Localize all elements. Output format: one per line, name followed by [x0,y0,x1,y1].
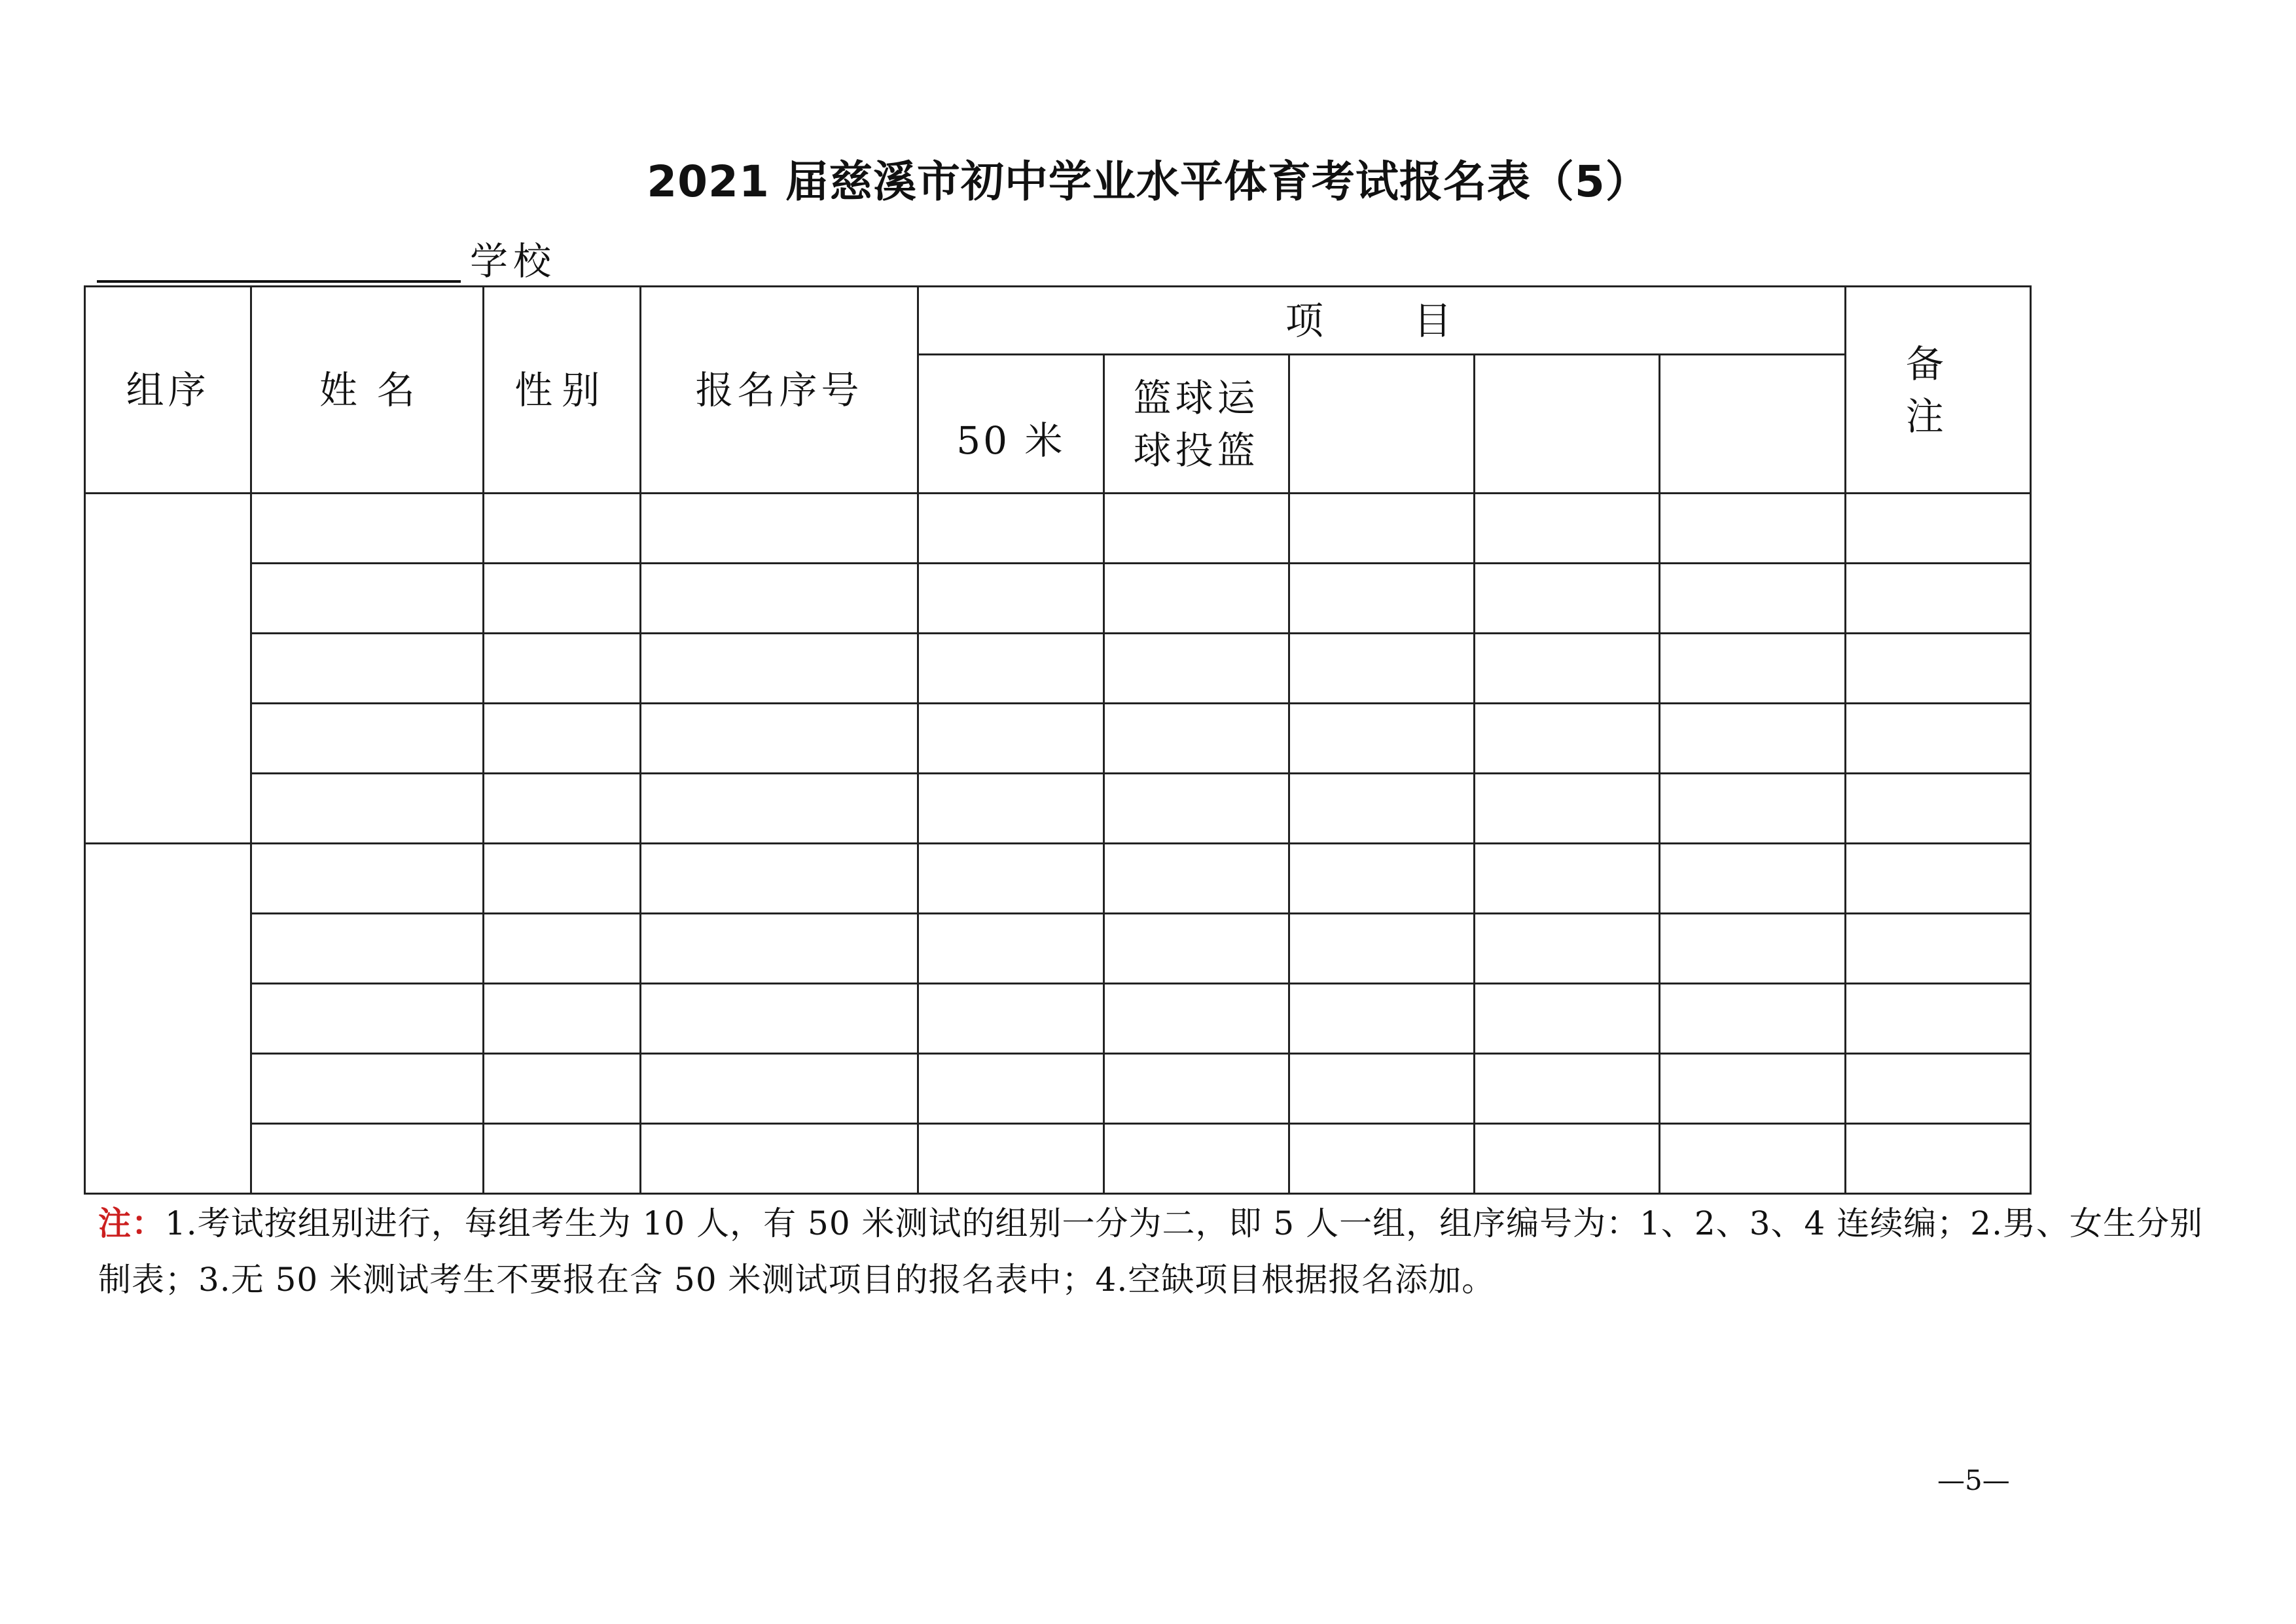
header-events-label: 项 目 [1285,298,1478,343]
gender-cell[interactable] [483,774,640,844]
header-event-2-line2: 球投篮 [1133,427,1259,473]
registration-number-cell[interactable] [640,844,918,914]
remarks-cell[interactable] [1845,634,2030,704]
header-group [85,287,251,494]
event-3-cell[interactable] [1289,1124,1474,1194]
event-5-cell[interactable] [1660,1124,1845,1194]
header-name [251,287,483,494]
header-event-2 [1103,355,1289,494]
event-2-cell[interactable] [1103,774,1289,844]
event-4-cell[interactable] [1475,704,1660,774]
event-1-cell[interactable] [918,564,1103,634]
event-2-cell[interactable] [1103,564,1289,634]
header-remarks-label: 备 注 [1905,341,2034,439]
event-5-cell[interactable] [1660,494,1845,564]
header-name-label: 姓名 [319,367,435,412]
remarks-cell[interactable] [1845,914,2030,984]
header-gender [483,287,640,494]
group-sequence-cell[interactable] [85,844,251,1194]
event-3-cell[interactable] [1289,984,1474,1054]
event-1-cell[interactable] [918,774,1103,844]
remarks-cell[interactable] [1845,704,2030,774]
event-4-cell[interactable] [1475,634,1660,704]
event-4-cell[interactable] [1475,494,1660,564]
event-3-cell[interactable] [1289,1054,1474,1124]
registration-number-cell[interactable] [640,564,918,634]
event-1-cell[interactable] [918,494,1103,564]
event-4-cell[interactable] [1475,1054,1660,1124]
event-2-cell[interactable] [1103,494,1289,564]
event-2-cell[interactable] [1103,914,1289,984]
table-row [85,1124,2031,1194]
event-3-cell[interactable] [1289,774,1474,844]
remarks-cell[interactable] [1845,494,2030,564]
header-gender-label: 性别 [514,367,609,412]
registration-number-cell[interactable] [640,914,918,984]
event-1-cell[interactable] [918,1054,1103,1124]
table-row [85,494,2031,564]
event-5-cell[interactable] [1660,564,1845,634]
name-cell[interactable] [251,494,483,564]
gender-cell[interactable] [483,1124,640,1194]
header-event-4 [1475,355,1660,494]
header-event-2-line1: 篮球运 [1133,375,1259,420]
event-2-cell[interactable] [1103,1124,1289,1194]
header-group-label: 组序 [126,367,210,412]
event-5-cell[interactable] [1660,984,1845,1054]
event-5-cell[interactable] [1660,774,1845,844]
name-cell[interactable] [251,634,483,704]
header-event-3 [1289,355,1474,494]
event-3-cell[interactable] [1289,634,1474,704]
name-cell[interactable] [251,704,483,774]
header-event-5 [1660,355,1845,494]
remarks-cell[interactable] [1845,564,2030,634]
event-2-cell[interactable] [1103,1054,1289,1124]
event-1-cell[interactable] [918,1124,1103,1194]
event-2-cell[interactable] [1103,844,1289,914]
group-sequence-cell[interactable] [85,494,251,844]
registration-number-cell[interactable] [640,1054,918,1124]
header-remarks [1845,287,2034,494]
event-5-cell[interactable] [1660,1054,1845,1124]
name-cell[interactable] [251,774,483,844]
gender-cell[interactable] [483,844,640,914]
notes-text: 1.考试按组别进行，每组考生为 10 人，有 50 米测试的组别一分为二，即 5 人一组，组序编号为：1、2、3、4 连续编；2.男、女生分别制表；3.无 50 米测试考生不要报在含 50 米测试项目的报名表中；4.空缺项目根据报名添加。 [98,1204,2203,1299]
registration-number-cell[interactable] [640,704,918,774]
school-line [97,230,556,283]
event-4-cell[interactable] [1475,1124,1660,1194]
event-5-cell[interactable] [1660,844,1845,914]
page-number: —5— [1937,1464,2010,1496]
name-cell[interactable] [251,984,483,1054]
event-1-cell[interactable] [918,844,1103,914]
document-title: 2021 届慈溪市初中学业水平体育考试报名表（5） [647,156,1649,207]
event-1-cell[interactable] [918,634,1103,704]
table-row [85,704,2031,774]
header-registration-number [640,287,918,494]
name-cell[interactable] [251,1054,483,1124]
event-3-cell[interactable] [1289,704,1474,774]
gender-cell[interactable] [483,494,640,564]
school-label: 学校 [470,239,557,283]
gender-cell[interactable] [483,704,640,774]
event-4-cell[interactable] [1475,914,1660,984]
event-5-cell[interactable] [1660,634,1845,704]
event-1-cell[interactable] [918,984,1103,1054]
table-row [85,984,2031,1054]
registration-number-cell[interactable] [640,1124,918,1194]
table-row [85,634,2031,704]
event-3-cell[interactable] [1289,844,1474,914]
event-5-cell[interactable] [1660,704,1845,774]
event-5-cell[interactable] [1660,914,1845,984]
notes-label: 注： [98,1204,165,1242]
gender-cell[interactable] [483,564,640,634]
table-row [85,914,2031,984]
event-3-cell[interactable] [1289,564,1474,634]
event-4-cell[interactable] [1475,844,1660,914]
name-cell[interactable] [251,564,483,634]
event-1-cell[interactable] [918,914,1103,984]
event-3-cell[interactable] [1289,494,1474,564]
table-body [85,494,2031,1194]
gender-cell[interactable] [483,914,640,984]
gender-cell[interactable] [483,984,640,1054]
event-2-cell[interactable] [1103,634,1289,704]
notes [98,1195,2225,1308]
table-row [85,844,2031,914]
table-row [85,774,2031,844]
remarks-cell[interactable] [1845,984,2030,1054]
header-row-1 [85,287,2031,355]
registration-number-cell[interactable] [640,774,918,844]
event-1-cell[interactable] [918,704,1103,774]
gender-cell[interactable] [483,634,640,704]
registration-form-table [84,285,2032,1195]
event-4-cell[interactable] [1475,774,1660,844]
remarks-cell[interactable] [1845,1054,2030,1124]
event-4-cell[interactable] [1475,564,1660,634]
table-row [85,1054,2031,1124]
registration-number-cell[interactable] [640,634,918,704]
header-registration-number-label: 报名序号 [695,367,863,412]
event-3-cell[interactable] [1289,914,1474,984]
name-cell[interactable] [251,914,483,984]
school-name-blank[interactable] [97,234,461,283]
table-row [85,564,2031,634]
event-2-cell[interactable] [1103,984,1289,1054]
remarks-cell[interactable] [1845,844,2030,914]
event-4-cell[interactable] [1475,984,1660,1054]
header-event-1 [918,355,1103,494]
remarks-cell[interactable] [1845,1124,2030,1194]
header-event-1-line1: 50 米 [956,418,1066,463]
gender-cell[interactable] [483,1054,640,1124]
header-events [918,287,1845,355]
remarks-cell[interactable] [1845,774,2030,844]
registration-number-cell[interactable] [640,494,918,564]
name-cell[interactable] [251,844,483,914]
event-2-cell[interactable] [1103,704,1289,774]
registration-number-cell[interactable] [640,984,918,1054]
name-cell[interactable] [251,1124,483,1194]
